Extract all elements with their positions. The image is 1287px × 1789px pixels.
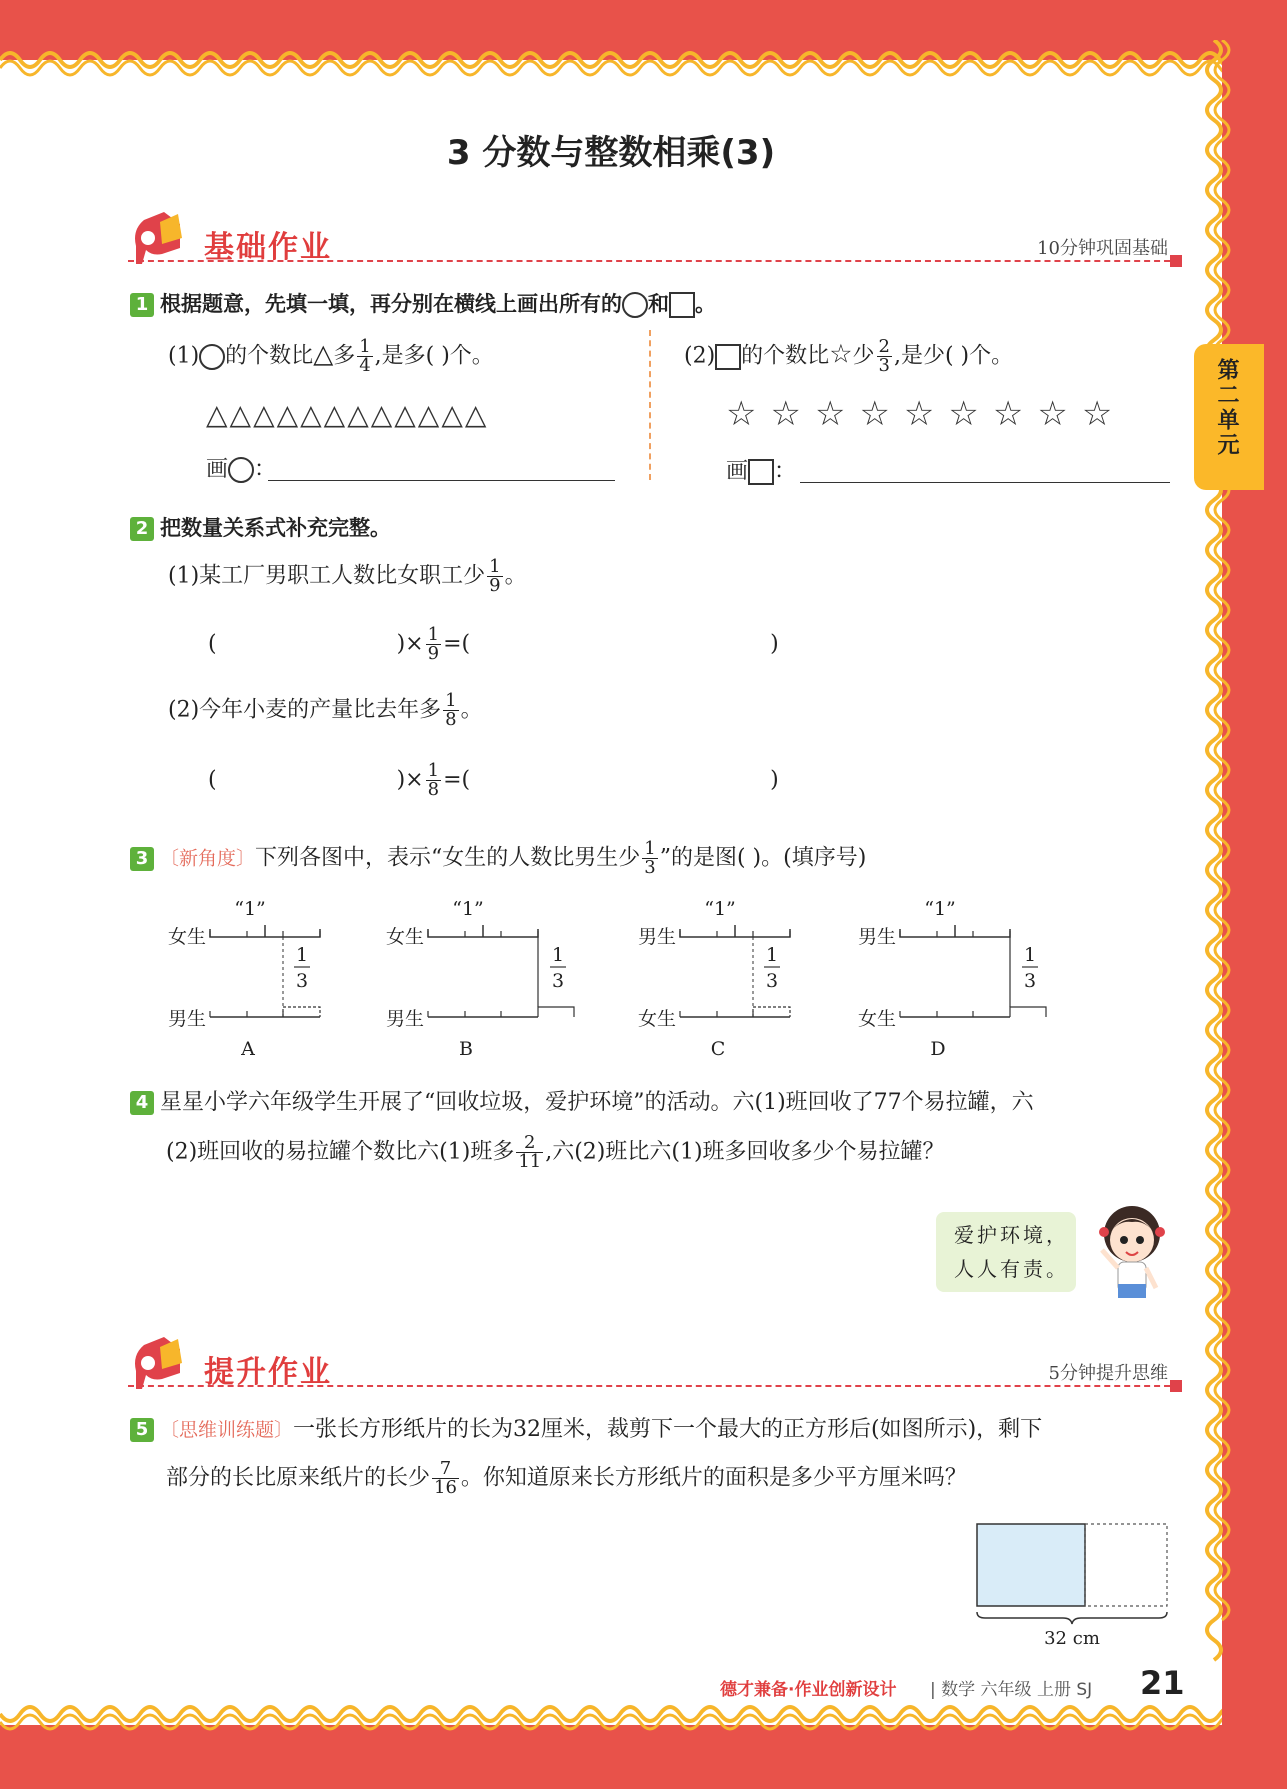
length-brace [977, 1612, 1167, 1624]
q1-stem-text: 根据题意，先填一填，再分别在横线上画出所有的 [160, 292, 622, 316]
section-basic-title: 基础作业 [204, 230, 332, 265]
q3-diagrams [150, 895, 1080, 1065]
diagram-one-label: “1” [452, 898, 484, 920]
diagram-frac-num: 1 [295, 944, 309, 966]
q5-tag: 〔思维训练题〕 [160, 1419, 294, 1441]
diagram-one-label: “1” [704, 898, 736, 920]
q1-part2 [684, 338, 1013, 375]
fraction-2-3: $\frac{2}{3}$ [878, 336, 890, 376]
diagram-top-label: 男生 [638, 926, 677, 948]
speech-bubble [936, 1212, 1076, 1292]
girl-character-icon [1092, 1196, 1172, 1310]
q1-p1-label: (1) [168, 343, 200, 369]
q1-stem-end: 。 [695, 292, 716, 316]
divider-dot [1170, 1380, 1182, 1392]
fraction-1-9: $\frac{1}{9}$ [489, 556, 501, 596]
q1-stem-and: 和 [648, 292, 669, 316]
top-brace [900, 925, 1010, 937]
section-basic-header [128, 208, 1168, 268]
q3-tag: 〔新角度〕 [160, 847, 256, 870]
fraction-7-16: $\frac{7}{16}$ [434, 1458, 457, 1498]
divider-dot [1170, 255, 1182, 267]
q5-line1: 5 〔思维训练题〕一张长方形纸片的长为32厘米，裁剪下一个最大的正方形后(如图所示)，剩下 [130, 1412, 1042, 1443]
triangles-row: △△△△△△△△△△△△ [206, 398, 489, 431]
diagram-frac-num: 1 [765, 944, 779, 966]
q3-stem: 3 〔新角度〕下列各图中，表示“女生的人数比男生少 $\frac{1}{3}$ ”的是图( )。(填序号) [130, 840, 866, 877]
section-advanced-note: 5分钟提升思维 [1048, 1363, 1168, 1384]
q1-part1 [168, 338, 494, 375]
q1-p2-label: (2) [684, 343, 716, 369]
circle-shape-icon [622, 292, 648, 318]
q1-p2-text: 的个数比 [741, 343, 830, 369]
q1-p1-more: 多 [333, 343, 356, 369]
diagram-option-label: D [930, 1038, 946, 1060]
diagram-frac-num: 1 [551, 944, 565, 966]
fraction-1-3: $\frac{1}{3}$ [644, 838, 656, 878]
diagram-bottom-label: 男生 [386, 1008, 425, 1030]
fraction-2-11: $\frac{2}{11}$ [518, 1132, 542, 1172]
footer-brand: 德才兼备·作业创新设计 [720, 1680, 897, 1700]
q2-stem-text: 把数量关系式补充完整。 [160, 516, 391, 540]
section-advanced-header [128, 1333, 1168, 1393]
section-advanced-title: 提升作业 [204, 1355, 332, 1390]
q2-equation-1[interactable]: ( )× $\frac{1}{9}$ =( ) [208, 624, 779, 664]
diagram-bottom-label: 女生 [858, 1008, 897, 1030]
q1-divider [649, 330, 651, 480]
unit-tab-label: 第二单元 [1214, 358, 1239, 458]
bubble-line-1: 爱护环境， [954, 1223, 1069, 1247]
q3-diagram-C [638, 898, 790, 1060]
circle-shape-icon [199, 344, 225, 370]
square-shape-icon [748, 459, 774, 485]
square-shape-icon [715, 344, 741, 370]
fraction-1-4: $\frac{1}{4}$ [359, 336, 371, 376]
q5-line2: 部分的长比原来纸片的长少 $\frac{7}{16}$ 。你知道原来长方形纸片的面积是多少平方厘米吗？ [166, 1458, 967, 1498]
top-wave-border [0, 40, 1222, 80]
right-wave-border [1200, 40, 1240, 1730]
q5-rectangle-figure [975, 1520, 1175, 1650]
q1-stem [130, 288, 716, 318]
bottom-wave-border [0, 1700, 1222, 1740]
q1-p1-draw-label: 画 ： [206, 457, 277, 482]
q3-diagram-B [386, 898, 574, 1060]
diagram-frac-num: 1 [1023, 944, 1037, 966]
diagram-frac-den: 3 [765, 970, 779, 992]
diagram-option-label: A [241, 1038, 255, 1060]
fraction-1-8: $\frac{1}{8}$ [445, 690, 457, 730]
diagram-bottom-label: 女生 [638, 1008, 677, 1030]
section-divider [128, 260, 1180, 262]
star-shape-icon: ☆ [829, 339, 853, 370]
diagram-frac-den: 3 [295, 970, 309, 992]
diagram-frac-den: 3 [1023, 970, 1037, 992]
diagram-option-label: B [459, 1038, 473, 1060]
diagram-one-label: “1” [234, 898, 266, 920]
q1-p1-answer-blank[interactable]: ,是多( )个。 [374, 343, 494, 369]
diagram-bottom-label: 男生 [168, 1008, 207, 1030]
q1-p2-draw-label: 画 ： [726, 459, 797, 484]
section-divider [128, 1385, 1180, 1387]
q4-line2: (2)班回收的易拉罐个数比六(1)班多 $\frac{2}{11}$ ,六(2)班比六(1)班多回收多少个易拉罐？ [166, 1132, 945, 1172]
q1-p1-draw-line[interactable] [268, 480, 615, 481]
top-brace [680, 925, 790, 937]
bubble-line-2: 人人有责。 [954, 1257, 1069, 1281]
circle-shape-icon [228, 457, 254, 483]
diagram-top-label: 男生 [858, 926, 897, 948]
square-part [977, 1524, 1085, 1606]
diagram-option-label: C [710, 1038, 726, 1060]
q4-number-badge: 4 [130, 1091, 154, 1115]
q1-p2-answer-blank[interactable]: ,是少( )个。 [893, 343, 1014, 369]
q2-equation-2[interactable]: ( )× $\frac{1}{8}$ =( ) [208, 760, 779, 800]
remaining-part [1085, 1524, 1167, 1606]
diagram-top-label: 女生 [168, 926, 207, 948]
trumpet-icon [128, 1335, 190, 1391]
unit-side-tab[interactable] [1194, 344, 1264, 490]
triangle-shape-icon: △ [313, 339, 334, 370]
q1-p2-less: 少 [852, 343, 875, 369]
q2-part2: (2)今年小麦的产量比去年多 $\frac{1}{8}$ 。 [168, 690, 483, 730]
q4-line1: 4 星星小学六年级学生开展了“回收垃圾，爱护环境”的活动。六(1)班回收了77个易拉罐，六 [130, 1085, 1034, 1116]
q5-number-badge: 5 [130, 1418, 154, 1442]
q1-number-badge: 1 [130, 293, 154, 317]
q1-p2-draw-line[interactable] [800, 482, 1170, 483]
section-basic-note: 10分钟巩固基础 [1037, 238, 1168, 259]
q3-diagram-D [858, 898, 1046, 1060]
q3-diagram-A [168, 898, 320, 1060]
square-shape-icon [669, 292, 695, 318]
q3-answer-blank[interactable]: ”的是图( )。(填序号) [659, 845, 867, 871]
length-label: 32 cm [1044, 1628, 1100, 1649]
q2-part1: (1)某工厂男职工人数比女职工少 $\frac{1}{9}$ 。 [168, 556, 527, 596]
trumpet-icon [128, 210, 190, 266]
q2-stem [130, 512, 391, 542]
diagram-top-label: 女生 [386, 926, 425, 948]
q3-number-badge: 3 [130, 847, 154, 871]
q2-number-badge: 2 [130, 517, 154, 541]
top-brace [210, 925, 320, 937]
diagram-frac-den: 3 [551, 970, 565, 992]
page-number: 21 [1140, 1664, 1185, 1702]
q1-p1-text: 的个数比 [225, 343, 314, 369]
footer-subject: | 数学 六年级 上册 SJ [930, 1680, 1093, 1700]
top-brace [428, 925, 538, 937]
diagram-one-label: “1” [924, 898, 956, 920]
stars-row: ☆☆☆☆☆☆☆☆☆ [726, 394, 1127, 434]
page-title: 3 分数与整数相乘(3) [446, 133, 776, 173]
